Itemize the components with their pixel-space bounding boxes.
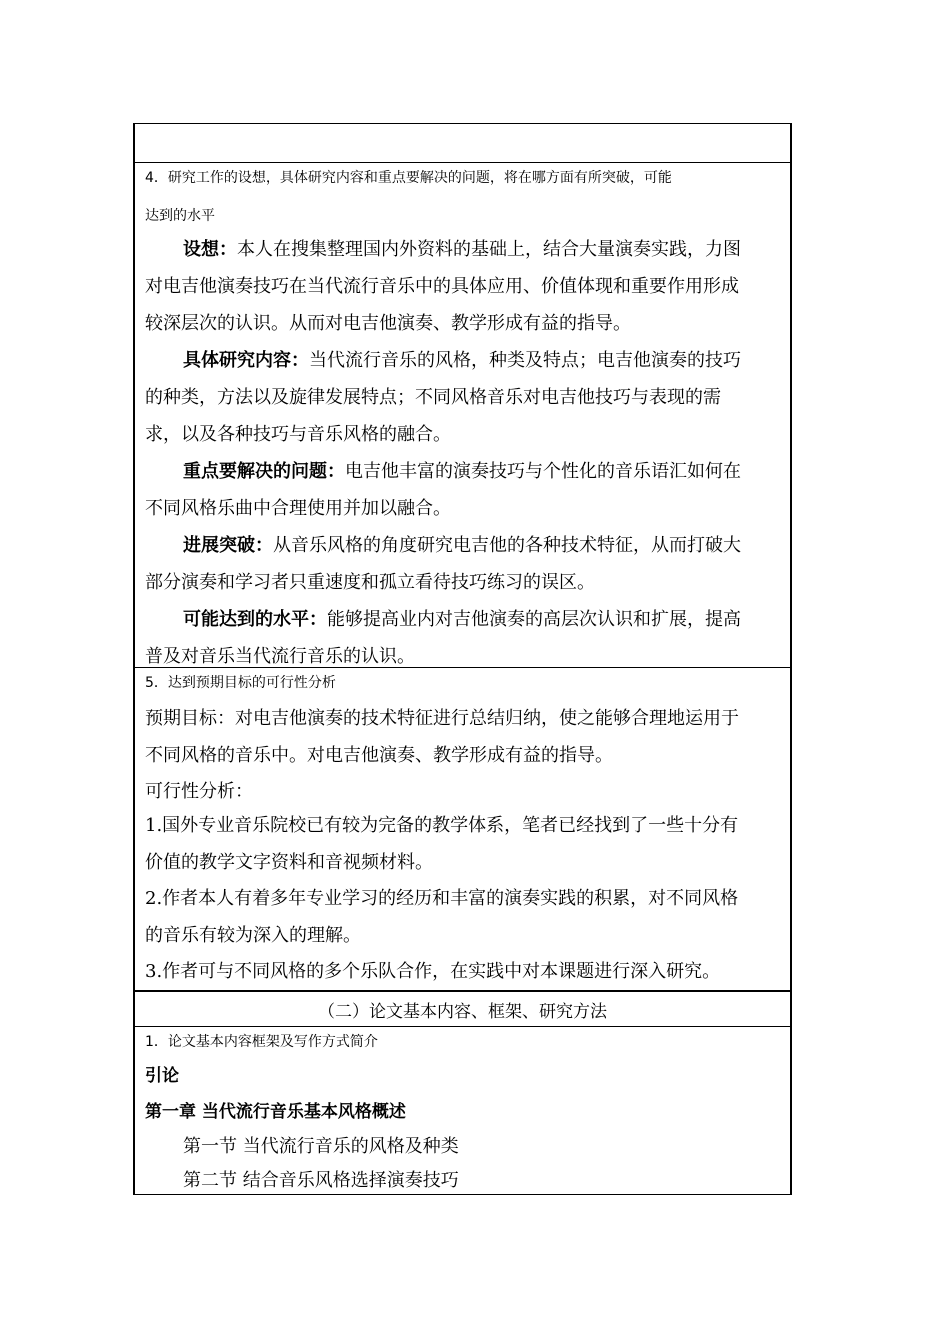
goal-line2: 不同风格的音乐中。对电吉他演奏、教学形成有益的指导。 [145,745,613,766]
chapter-1-section-1: 第一节 当代流行音乐的风格及种类 [183,1136,459,1157]
idea-paragraph-line1: 设想：本人在搜集整理国内外资料的基础上，结合大量演奏实践，力图 [183,239,741,260]
idea-label: 设想： [183,239,237,260]
breakthrough-line1: 进展突破：从音乐风格的角度研究电吉他的各种技术特征，从而打破大 [183,535,741,556]
idea-paragraph-line3: 较深层次的认识。从而对电吉他演奏、教学形成有益的指导。 [145,313,631,334]
outline-cell [135,1026,790,1196]
section-4-cell [135,162,790,667]
achievable-level-line1: 可能达到的水平：能够提高业内对吉他演奏的高层次认识和扩展，提高 [183,609,741,630]
content-paragraph-line3: 求，以及各种技巧与音乐风格的融合。 [145,424,451,445]
goal-line1: 预期目标：对电吉他演奏的技术特征进行总结归纳，使之能够合理地运用于 [145,708,739,729]
empty-row [135,124,790,162]
key-problem-line1: 重点要解决的问题：电吉他丰富的演奏技巧与个性化的音乐语汇如何在 [183,461,741,482]
content-label: 具体研究内容： [183,350,309,371]
section-4-header-line1: 4．研究工作的设想，具体研究内容和重点要解决的问题，将在哪方面有所突破，可能 [145,170,672,186]
intro-heading: 引论 [145,1066,179,1086]
breakthrough-label: 进展突破： [183,535,273,556]
content-paragraph-line1: 具体研究内容：当代流行音乐的风格，种类及特点；电吉他演奏的技巧 [183,350,741,371]
feasibility-item2-line2: 的音乐有较为深入的理解。 [145,925,361,946]
idea-paragraph-line2: 对电吉他演奏技巧在当代流行音乐中的具体应用、价值体现和重要作用形成 [145,276,739,297]
content-paragraph-line2: 的种类，方法以及旋律发展特点；不同风格音乐对电吉他技巧与表现的需 [145,387,721,408]
section-4-header-line2: 达到的水平 [145,208,215,224]
achievable-level-line2: 普及对音乐当代流行音乐的认识。 [145,646,415,667]
proposal-table [133,123,792,1195]
part-2-title-cell [135,990,790,1026]
feasibility-label: 可行性分析： [145,781,253,802]
achievable-level-label: 可能达到的水平： [183,609,327,630]
key-problem-line2: 不同风格乐曲中合理使用并加以融合。 [145,498,451,519]
outline-header: 1．论文基本内容框架及写作方式简介 [145,1034,378,1050]
feasibility-item1-line1: 1.国外专业音乐院校已有较为完备的教学体系，笔者已经找到了一些十分有 [145,815,739,836]
feasibility-item2-line1: 2.作者本人有着多年专业学习的经历和丰富的演奏实践的积累，对不同风格 [145,888,739,909]
section-5-cell [135,667,790,990]
breakthrough-line2: 部分演奏和学习者只重速度和孤立看待技巧练习的误区。 [145,572,595,593]
feasibility-item1-line2: 价值的教学文字资料和音视频材料。 [145,852,433,873]
section-5-header: 5．达到预期目标的可行性分析 [145,675,336,691]
chapter-1-section-2: 第二节 结合音乐风格选择演奏技巧 [183,1170,459,1191]
feasibility-item3: 3.作者可与不同风格的多个乐队合作，在实践中对本课题进行深入研究。 [145,961,721,982]
chapter-1-heading: 第一章 当代流行音乐基本风格概述 [145,1102,406,1122]
part-2-title: （二）论文基本内容、框架、研究方法 [318,1002,607,1022]
key-problem-label: 重点要解决的问题： [183,461,345,482]
